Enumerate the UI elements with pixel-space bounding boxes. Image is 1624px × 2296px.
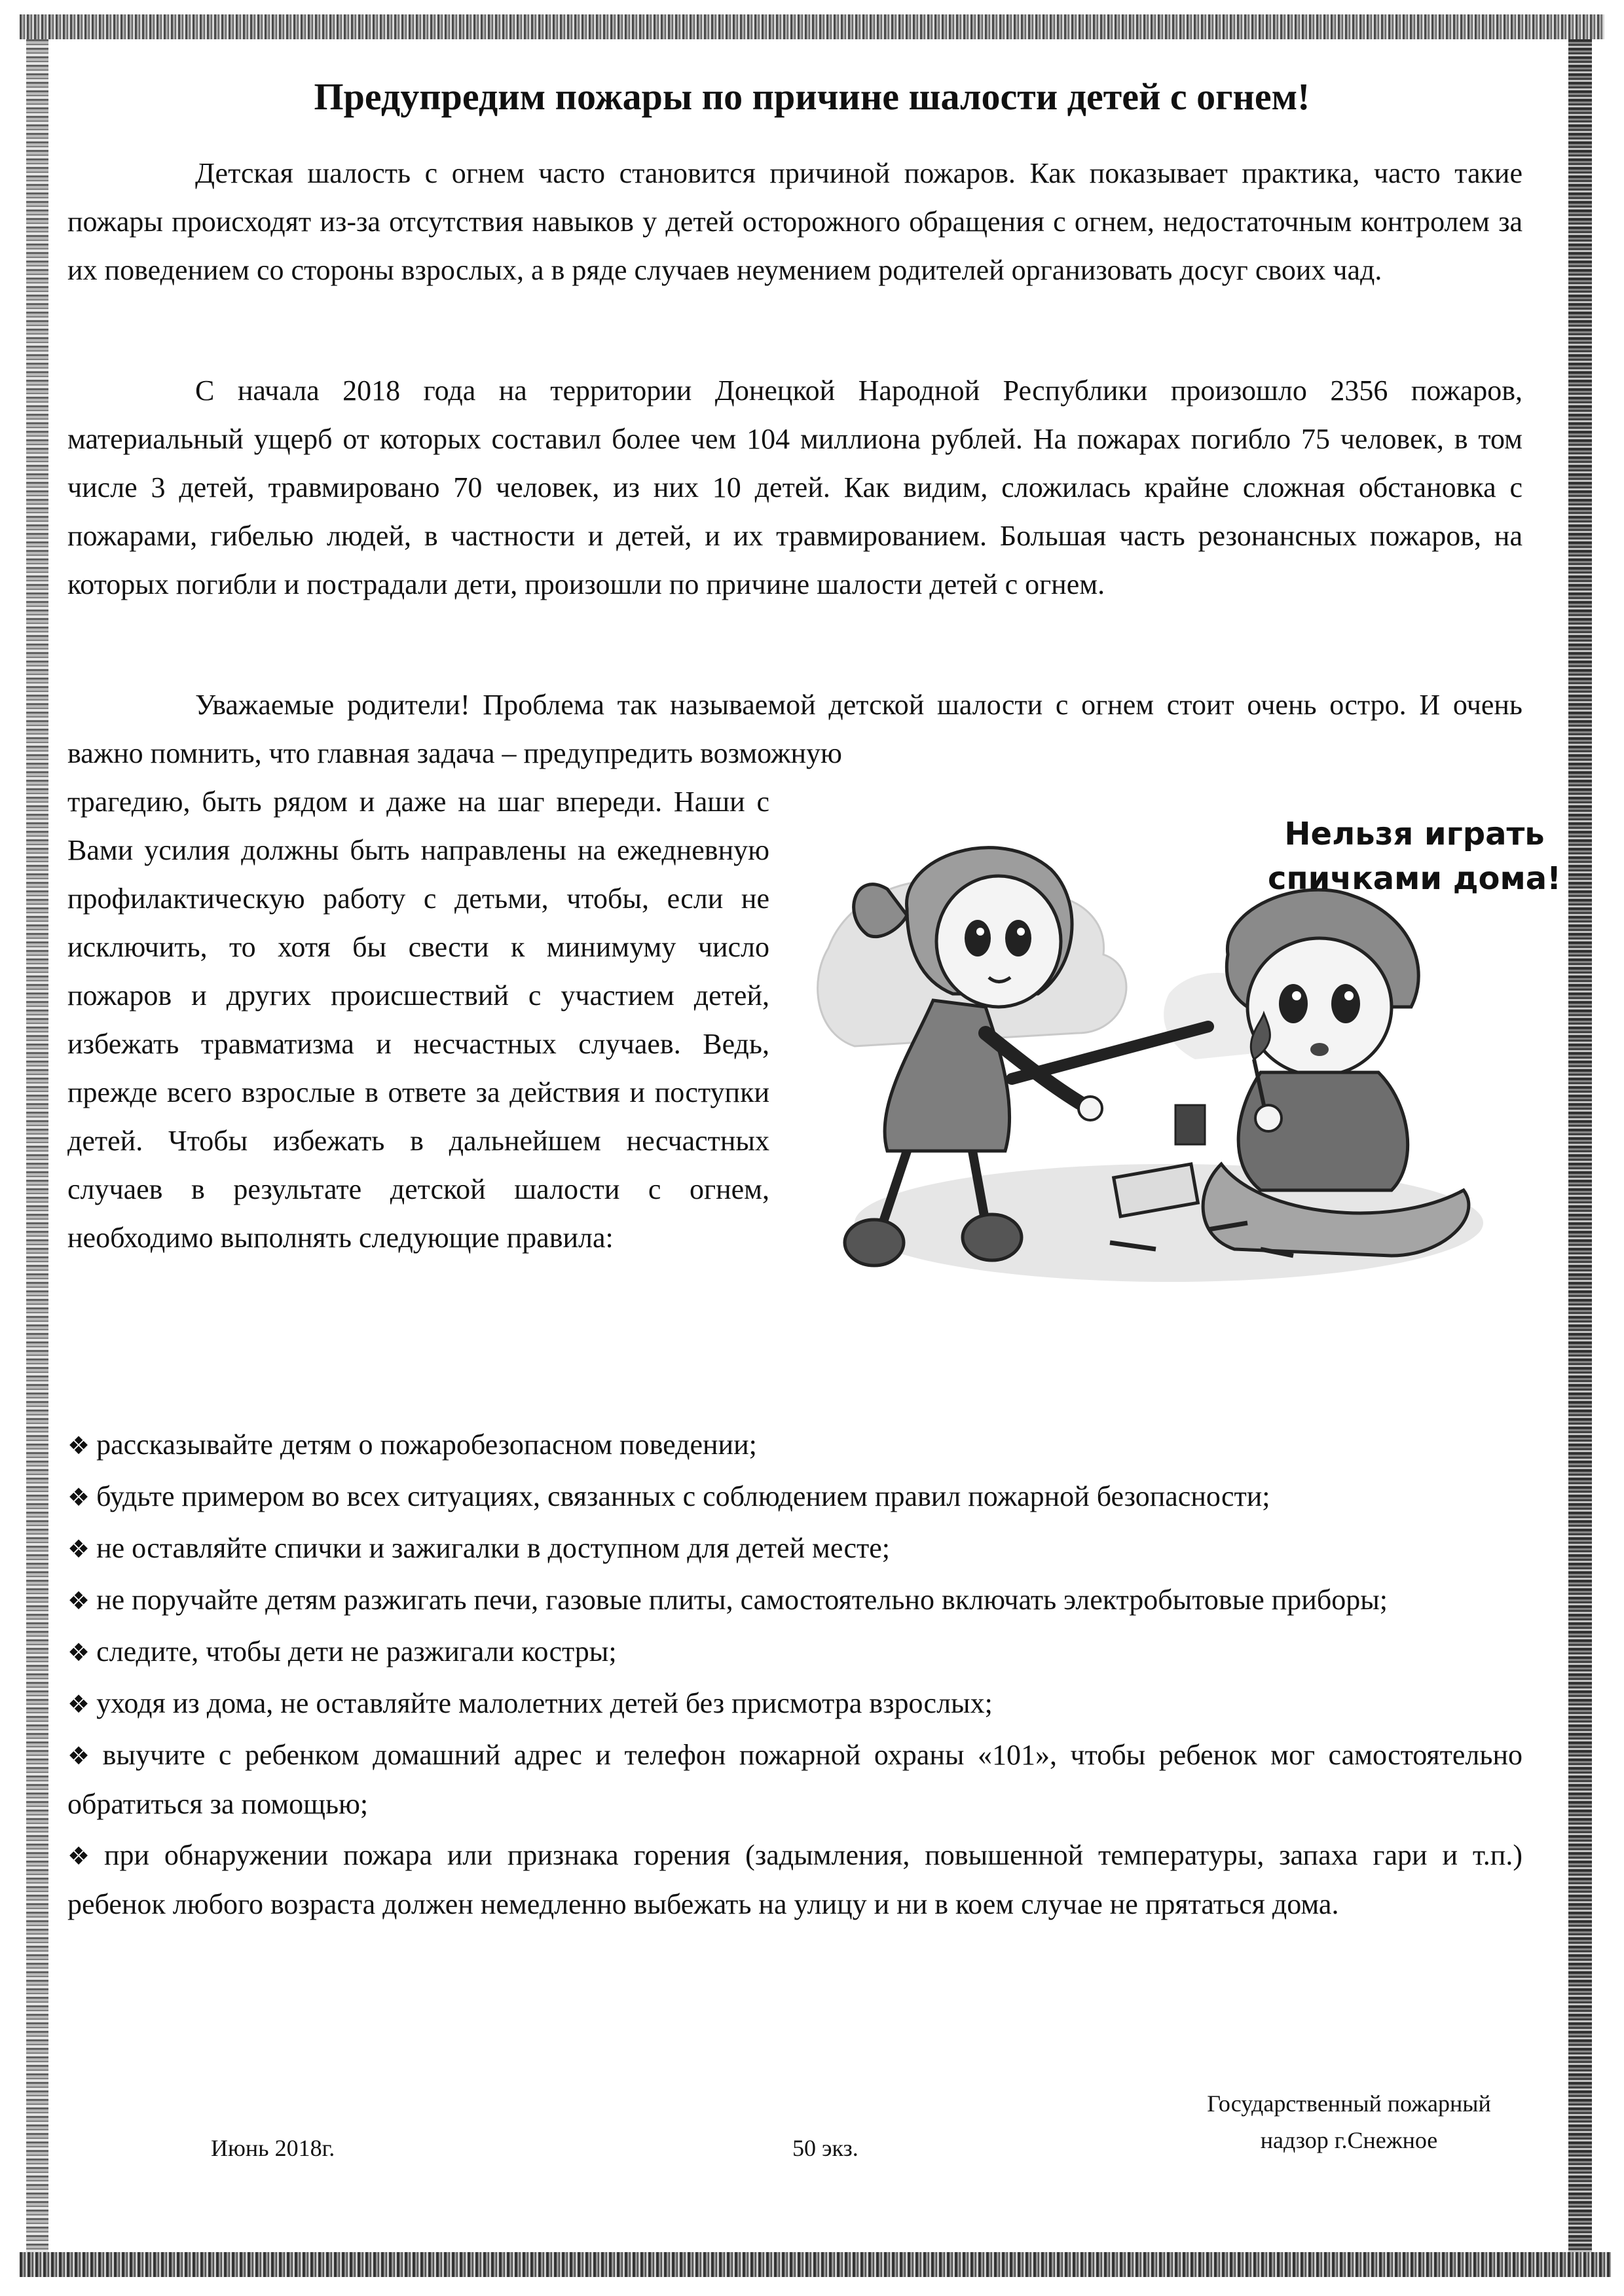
diamond-bullet-icon: ❖ xyxy=(67,1842,98,1870)
rule-text: следите, чтобы дети не разжигали костры; xyxy=(96,1635,617,1667)
list-item xyxy=(67,1524,1522,1573)
list-item xyxy=(67,1421,1522,1470)
paragraph-statistics: С начала 2018 года на территории Донецкой Народной Республики произошло 2356 пожаров, материальный ущерб от которых составил более чем 104 миллиона рублей. На пожарах погибло 75 человек, в том числе 3 детей, травмировано 70 человек, из них 10 детей. Как видим, сложилась крайне сложная обстановка с пожарами, гибелью людей, в частности и детей, и их травмированием. Большая часть резонансных пожаров, на которых погибли и пострадали дети, произошли по причине шалости детей с огнем. xyxy=(67,374,1522,600)
paragraph-child-play: Детская шалость с огнем часто становится причиной пожаров. Как показывает практика, часто такие пожары происходят из-за отсутствия навыков у детей осторожного обращения с огнем, недостаточным контролем за их поведением со стороны взрослых, а в ряде случаев неумением родителей организовать досуг своих чад. xyxy=(67,157,1522,286)
list-item xyxy=(67,1831,1522,1929)
diamond-bullet-icon: ❖ xyxy=(67,1638,90,1667)
diamond-bullet-icon: ❖ xyxy=(67,1690,90,1719)
footer-org-line1: Государственный пожарный xyxy=(1207,2090,1491,2117)
illustration-caption-line2: спичками дома! xyxy=(1267,860,1562,897)
list-item xyxy=(67,1731,1522,1829)
page-title: Предупредим пожары по причине шалости детей с огнем! xyxy=(314,75,1310,118)
footer-organization xyxy=(1139,2085,1559,2159)
footer-date: Июнь 2018г. xyxy=(211,2135,335,2161)
rule-text: будьте примером во всех ситуациях, связанных с соблюдением правил пожарной безопасности; xyxy=(96,1480,1270,1512)
list-item xyxy=(67,1628,1522,1677)
list-item xyxy=(67,1679,1522,1728)
paragraph-parents-intro: Уважаемые родители! Проблема так называемой детской шалости с огнем стоит очень остро. И очень важно помнить, что главная задача – предупредить возможную xyxy=(67,689,1522,769)
rule-text: рассказывайте детям о пожаробезопасном поведении; xyxy=(96,1429,757,1461)
diamond-bullet-icon: ❖ xyxy=(67,1535,90,1563)
diamond-bullet-icon: ❖ xyxy=(67,1741,96,1770)
paragraph-parents-continued: трагедию, быть рядом и даже на шаг впереди. Наши с Вами усилия должны быть направлены на ежедневную профилактическую работу с детьми, чтобы, если не исключить, то хотя бы свести к минимуму число пожаров и других происшествий с участием детей, избежать травматизма и несчастных случаев. Ведь, прежде всего взрослые в ответе за действия и поступки детей. Чтобы избежать в дальнейшем несчастных случаев в результате детской шалости с огнем, необходимо выполнять следующие правила: xyxy=(67,786,769,1254)
footer-copies: 50 экз. xyxy=(792,2135,858,2161)
rule-text: уходя из дома, не оставляйте малолетних детей без присмотра взрослых; xyxy=(96,1687,993,1719)
diamond-bullet-icon: ❖ xyxy=(67,1483,90,1512)
safety-rules-list xyxy=(67,1421,1522,1931)
rule-text: выучите с ребенком домашний адрес и телефон пожарной охраны «101», чтобы ребенок мог самостоятельно обратиться за помощью; xyxy=(67,1739,1522,1820)
rule-text: не оставляйте спички и зажигалки в доступном для детей месте; xyxy=(96,1532,891,1564)
scan-border-left xyxy=(26,39,48,2252)
children-with-matches-illustration xyxy=(802,797,1562,1311)
scan-border-top xyxy=(20,14,1604,39)
list-item xyxy=(67,1472,1522,1522)
diamond-bullet-icon: ❖ xyxy=(67,1586,90,1615)
diamond-bullet-icon: ❖ xyxy=(67,1431,90,1460)
scan-border-right xyxy=(1568,39,1592,2252)
rule-text: не поручайте детям разжигать печи, газовые плиты, самостоятельно включать электробытовые приборы; xyxy=(96,1584,1388,1616)
list-item xyxy=(67,1576,1522,1625)
illustration-caption-line1: Нельзя играть xyxy=(1284,816,1545,852)
rule-text: при обнаружении пожара или признака горения (задымления, повышенной температуры, запаха гари и т.п.) ребенок любого возраста должен немедленно выбежать на улицу и ни в коем случае не прятаться дома. xyxy=(67,1839,1522,1920)
footer-org-line2: надзор г.Снежное xyxy=(1260,2127,1438,2153)
scan-border-bottom xyxy=(20,2252,1611,2277)
